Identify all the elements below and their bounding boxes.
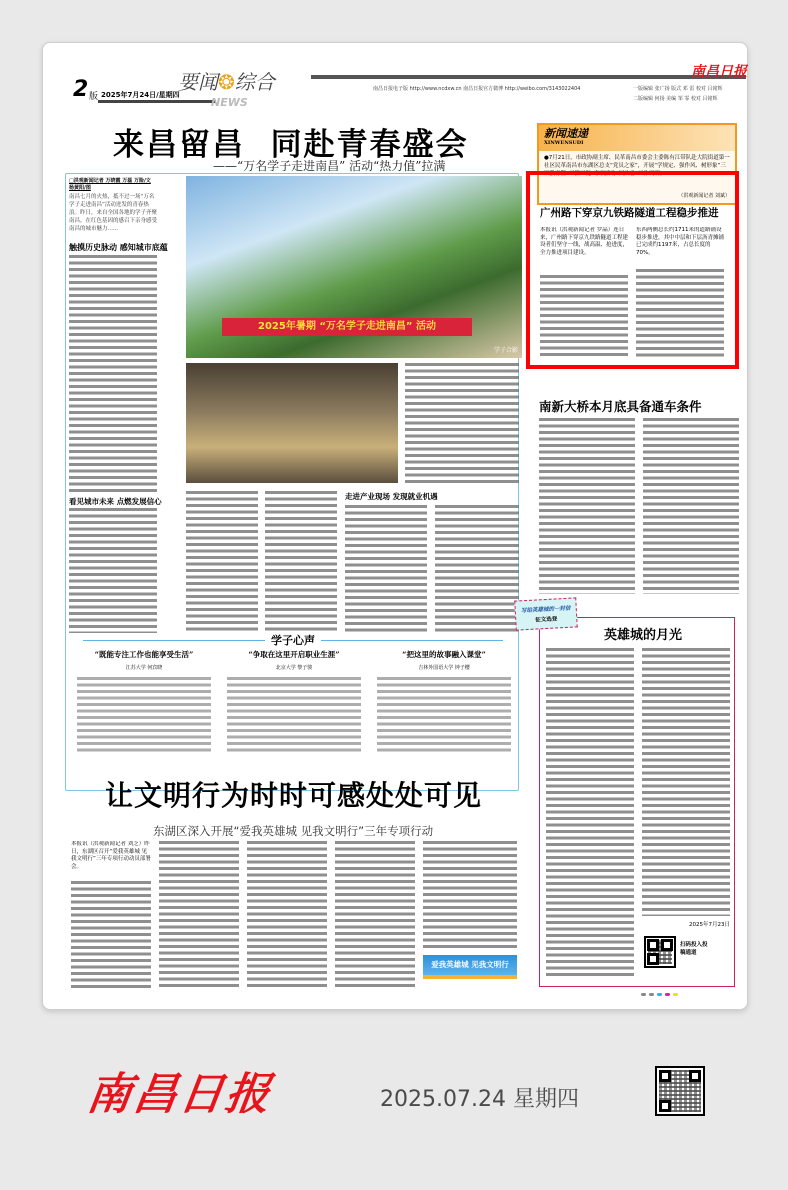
voice-body	[227, 677, 361, 753]
civic-body	[423, 841, 517, 949]
essay-box	[539, 617, 735, 987]
brief-title-en: XINWENSUDI	[544, 140, 584, 146]
photo-credit: 学子合影	[493, 347, 518, 354]
civic-lead: 本报讯（洪观新闻记者 刘芝）昨日，东湖区召开“爱我英雄城 见我文明行”三年专项行动动员部署会。	[71, 841, 151, 871]
voice-item	[369, 649, 519, 753]
brief-credit: （洪观新闻记者 刘斌）	[678, 193, 730, 199]
highlight-stats: 东西两侧总长约1711米的道路铺设稳步推进，其中中层和下层沥青摊铺已完成约1197米，占总长度的70%。	[636, 227, 724, 257]
lead-body-column	[265, 491, 337, 633]
masthead-small: 南昌日报	[691, 64, 747, 80]
essay-body	[642, 648, 730, 916]
section-a: 要闻	[178, 70, 218, 94]
highlight-body	[636, 269, 724, 359]
civic-headline: 让文明行为时时可感处处可见	[105, 779, 483, 812]
voice-author: 吉林外国语大学 钟子樱	[418, 665, 470, 671]
lead-body-column	[405, 363, 519, 483]
date-line: 2025年7月24日/星期四	[101, 91, 180, 99]
footer-date: 2025.07.24 星期四	[380, 1087, 579, 1112]
lead-body-column	[186, 491, 258, 633]
highlight-headline: 广州路下穿京九铁路隧道工程稳步推进	[540, 207, 719, 219]
lead-body-column	[435, 505, 519, 633]
essay-qr-text: 扫码投入投稿通道	[680, 942, 708, 956]
lead-body-column	[345, 505, 427, 633]
lead-section-1: 触摸历史脉动 感知城市底蕴	[69, 243, 168, 252]
exhibit-photo	[186, 363, 398, 483]
lead-section-3: 走进产业现场 发现就业机遇	[345, 492, 438, 501]
footer-qr-code[interactable]	[655, 1066, 705, 1116]
lead-intro: 南昌七月的火热，抵不过一场“万名学子走进南昌”活动迸发的青春热浪。昨日，来自全国各地的学子齐聚南昌，在红色基因的感召下亲身感受南昌的城市魅力……	[69, 194, 157, 232]
essay-body	[546, 648, 634, 978]
essay-tag	[514, 597, 577, 630]
voice-body	[77, 677, 211, 753]
bridge-body	[643, 418, 739, 594]
voices-title: 学子心声	[265, 632, 321, 648]
lead-body-column	[69, 508, 157, 633]
lead-byline: □洪观新闻记者 万晓霞 万磊 万险/文 杨黄阳/图	[69, 178, 151, 191]
essay-date: 2025年7月23日	[689, 922, 730, 928]
newspaper-page	[42, 42, 748, 1010]
brief-text: ●7月21日，市政协副主席、民革南昌市委会主委陈有江带队赴大院街道第一社区民革南昌市东湖区总支“党员之家”，开展“学规定、强作风、树形象”三顾教育暨“三抓三促”专项活动“回头看”工作调研。	[544, 155, 730, 177]
civic-body	[71, 881, 151, 989]
bridge-body	[539, 418, 635, 594]
voice-quote: “把这里的故事融入课堂”	[402, 650, 486, 659]
lead-headline: 来昌留昌 同赴青春盛会	[113, 127, 469, 163]
civic-body	[335, 841, 415, 989]
color-registration-marks	[641, 993, 678, 996]
section-title	[178, 71, 275, 93]
voice-item	[69, 649, 219, 753]
bridge-headline: 南新大桥本月底具备通车条件	[539, 399, 702, 414]
brief-header	[539, 125, 735, 151]
section-sub: NEWS	[211, 96, 248, 109]
voice-author: 北京大学 黎子骏	[275, 665, 313, 671]
essay-tag-1: 写给英雄城的一封信	[520, 605, 571, 615]
highlighted-article[interactable]	[526, 171, 739, 369]
civic-banner: 爱我英雄城 见我文明行	[423, 955, 517, 979]
voice-body	[377, 677, 511, 753]
editors-1: 一版编辑 张广扬 版式 邓 雷 校对 吕铭辉	[633, 86, 723, 92]
footer-logo: 南昌日报	[83, 1069, 275, 1120]
lead-subhead: ——“万名学子走进南昌” 活动“热力值”拉满	[213, 159, 446, 173]
header-links[interactable]: 南昌日报电子版 http://www.ncdxw.cn 南昌日报官方微博 http://weibo.com/3143022404	[373, 86, 581, 92]
page-number: 2	[73, 77, 89, 102]
header-rule-left	[98, 100, 216, 103]
voice-author: 江苏大学 何宾晓	[125, 665, 163, 671]
essay-headline: 英雄城的月光	[604, 628, 683, 643]
editors-2: 二版编辑 何扬 美编 邹 霏 校对 吕铭辉	[633, 96, 718, 102]
logo-mark-icon: ❂	[218, 70, 235, 94]
civic-body	[159, 841, 239, 989]
civic-body	[247, 841, 327, 989]
voice-item	[219, 649, 369, 753]
essay-qr-code[interactable]	[644, 936, 676, 968]
lead-body-column	[69, 255, 157, 493]
voice-quote: “既能专注工作也能享受生活”	[94, 650, 194, 659]
group-photo	[186, 176, 522, 358]
lead-section-2: 看见城市未来 点燃发展信心	[69, 497, 162, 506]
header-rule-right	[311, 75, 746, 79]
voices-list	[69, 649, 519, 753]
photo-banner: 2025年暑期 “万名学子走进南昌” 活动	[222, 318, 472, 336]
highlight-body	[540, 275, 628, 359]
highlight-lead: 本报讯（洪观新闻记者 罗晶）连日来，广州路下穿京九铁路隧道工程建设者们坚守一线，战高温、抢进度，全力推进项目建设。	[540, 227, 628, 257]
voice-quote: “争取在这里开启职业生涯”	[248, 650, 340, 659]
page-suffix: 版	[89, 92, 99, 102]
civic-subhead: 东湖区深入开展“爱我英雄城 见我文明行”三年专项行动	[153, 824, 434, 838]
essay-tag-2: 征文选登	[535, 616, 558, 624]
section-b: 综合	[234, 70, 275, 94]
brief-title: 新闻速递	[544, 127, 588, 140]
